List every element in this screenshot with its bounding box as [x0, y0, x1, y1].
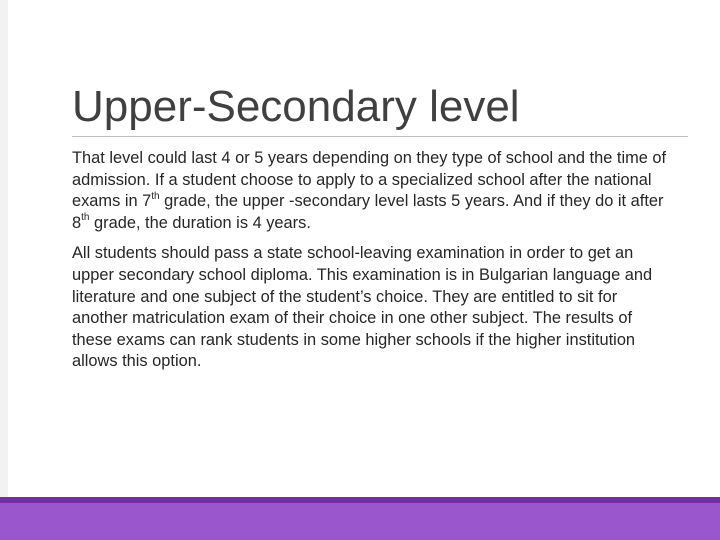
superscript-th-2: th [81, 212, 90, 224]
superscript-th-1: th [151, 190, 160, 202]
paragraph-duration-text-1: That level could last 4 or 5 years depending on they type of school and the time of admission. If a student choose to apply to a specialized school after the national exams in 7 [72, 149, 667, 211]
slide-body [72, 148, 672, 382]
paragraph-examination: All students should pass a state school-leaving examination in order to get an upper secondary school diploma. This examination is in Bulgarian language and literature and one subject of the student’s choice. They are entitled to sit for another matriculation exam of their choice in one other subject. The results of these exams can rank students in some higher schools if the higher institution allows this option. [72, 244, 653, 371]
footer-accent-bar [0, 503, 720, 540]
left-decor-bar [0, 0, 8, 540]
slide-title: Upper-Secondary level [72, 82, 520, 131]
paragraph-duration [72, 148, 672, 234]
title-divider [72, 136, 688, 137]
paragraph-duration-text-2: grade, the upper -secondary level lasts 5 years. And if they do it after 8 [72, 192, 664, 232]
paragraph-duration-text-3: grade, the duration is 4 years. [89, 213, 311, 232]
